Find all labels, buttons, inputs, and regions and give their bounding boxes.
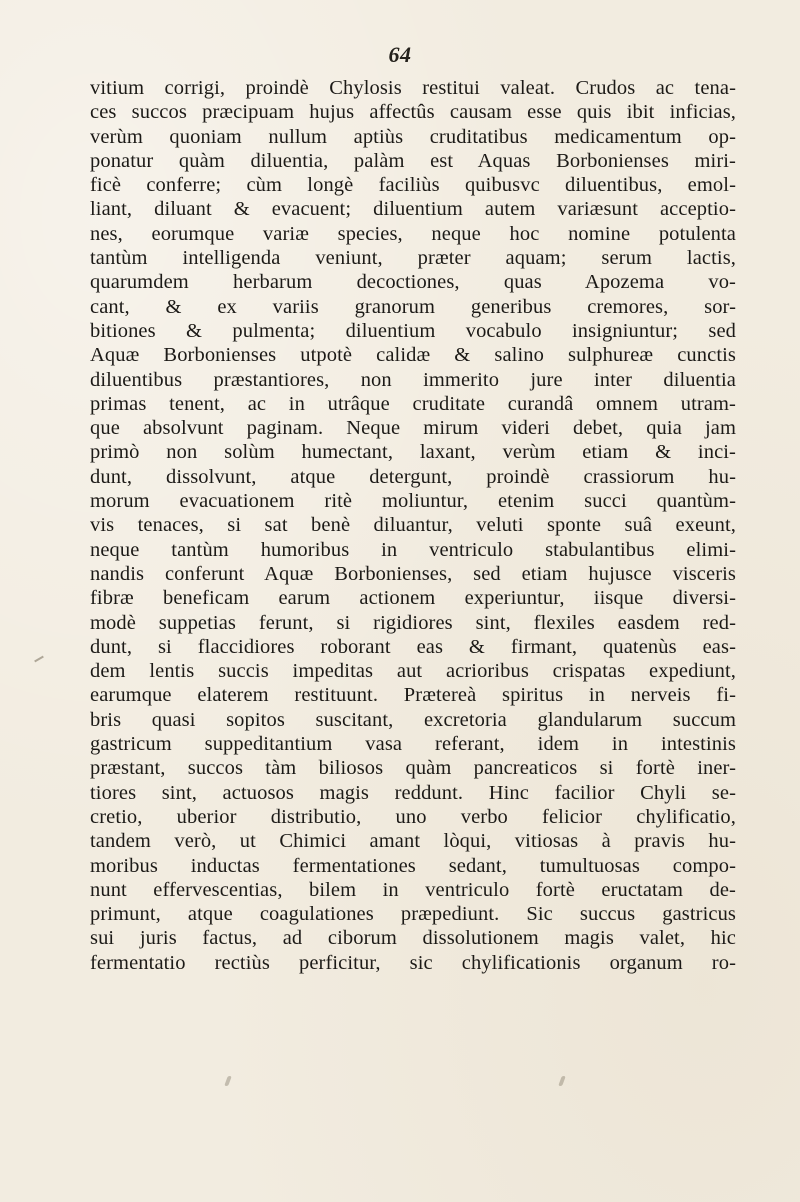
ink-speck xyxy=(224,1076,232,1086)
text-line: dunt, si flaccidiores roborant eas & firmant, quatenùs eas- xyxy=(90,635,736,658)
text-line: primunt, atque coagulationes præpediunt. Sic succus gastricus xyxy=(90,903,736,926)
text-line: ficè conferre; cùm longè faciliùs quibusvc diluentibus, emol- xyxy=(90,174,736,197)
text-line: bris quasi sopitos suscitant, excretoria glandularum succum xyxy=(90,708,736,731)
body-text xyxy=(90,76,736,975)
text-line: modè suppetias ferunt, si rigidiores sint, flexiles easdem red- xyxy=(90,611,736,634)
text-line: que absolvunt paginam. Neque mirum videri debet, quia jam xyxy=(90,417,736,440)
text-line: nandis conferunt Aquæ Borbonienses, sed etiam hujusce visceris xyxy=(90,562,736,585)
text-line: morum evacuationem ritè moliuntur, etenim succi quantùm- xyxy=(90,490,736,513)
text-line: vitium corrigi, proindè Chylosis restitui valeat. Crudos ac tena- xyxy=(90,77,736,99)
text-line: verùm quoniam nullum aptiùs cruditatibus medicamentum op- xyxy=(90,125,736,148)
text-line: dem lentis succis impeditas aut acrioribus crispatas expediunt, xyxy=(90,660,736,683)
text-line: ponatur quàm diluentia, palàm est Aquas Borbonienses miri- xyxy=(90,149,736,172)
margin-mark xyxy=(34,656,44,663)
text-line: nes, eorumque variæ species, neque hoc nomine potulenta xyxy=(90,222,736,245)
text-line: fermentatio rectiùs perficitur, sic chylificationis organum ro- xyxy=(90,951,736,974)
text-line: tiores sint, actuosos magis reddunt. Hinc facilior Chyli se- xyxy=(90,781,736,804)
text-line: bitiones & pulmenta; diluentium vocabulo insigniuntur; sed xyxy=(90,319,736,342)
text-line: ces succos præcipuam hujus affectûs causam esse quis ibit inficias, xyxy=(90,101,736,124)
page-number: 64 xyxy=(388,42,412,67)
text-line: cant, & ex variis granorum generibus cremores, sor- xyxy=(90,295,736,318)
text-line: præstant, succos tàm biliosos quàm pancreaticos si fortè iner- xyxy=(90,757,736,780)
text-line: earumque elaterem restituunt. Prætereà spiritus in nerveis fi- xyxy=(90,684,736,707)
text-line: tantùm intelligenda veniunt, præter aquam; serum lactis, xyxy=(90,247,736,270)
page-specks xyxy=(0,1076,800,1096)
text-line: vis tenaces, si sat benè diluantur, veluti sponte suâ exeunt, xyxy=(90,514,736,537)
text-line: primas tenent, ac in utrâque cruditate curandâ omnem utram- xyxy=(90,392,736,415)
text-line: gastricum suppeditantium vasa referant, idem in intestinis xyxy=(90,733,736,756)
text-line: liant, diluant & evacuent; diluentium autem variæsunt acceptio- xyxy=(90,198,736,221)
text-line: moribus inductas fermentationes sedant, tumultuosas compo- xyxy=(90,854,736,877)
text-line: dunt, dissolvunt, atque detergunt, proindè crassiorum hu- xyxy=(90,465,736,488)
text-line: tandem verò, ut Chimici amant lòqui, vitiosas à pravis hu- xyxy=(90,830,736,853)
text-line: Aquæ Borbonienses utpotè calidæ & salino sulphureæ cunctis xyxy=(90,344,736,367)
text-line: primò non solùm humectant, laxant, verùm etiam & inci- xyxy=(90,441,736,464)
text-line: neque tantùm humoribus in ventriculo stabulantibus elimi- xyxy=(90,538,736,561)
text-line: fibræ beneficam earum actionem experiuntur, iisque diversi- xyxy=(90,587,736,610)
text-line: diluentibus præstantiores, non immerito jure inter diluentia xyxy=(90,368,736,391)
text-line: nunt effervescentias, bilem in ventriculo fortè eructatam de- xyxy=(90,878,736,901)
text-line: quarumdem herbarum decoctiones, quas Apozema vo- xyxy=(90,271,736,294)
text-line: sui juris factus, ad ciborum dissolutionem magis valet, hic xyxy=(90,927,736,950)
ink-speck xyxy=(558,1076,566,1086)
text-line: cretio, uberior distributio, uno verbo felicior chylificatio, xyxy=(90,805,736,828)
